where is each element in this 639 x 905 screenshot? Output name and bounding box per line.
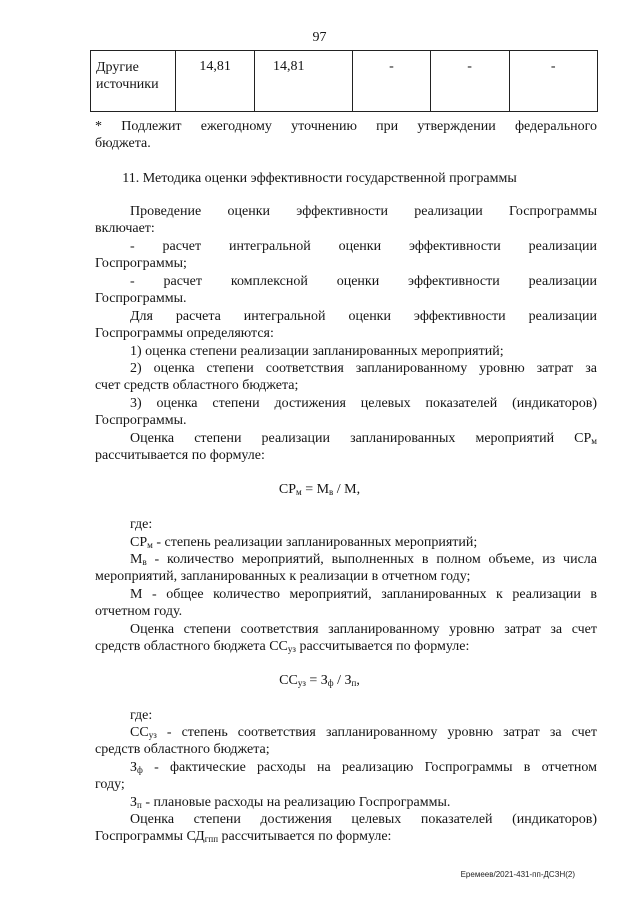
- definition-line: $З_п$ - плановые расходы на реализацию Госпрограммы.: [130, 795, 451, 810]
- list-item: 1) оценка степени реализации запланированных мероприятий;: [130, 344, 504, 359]
- definition-line: средств областного бюджета;: [95, 742, 270, 757]
- bullet-line: Госпрограммы;: [95, 256, 187, 271]
- paragraph-line: Оценка степени достижения целевых показателей (индикаторов): [130, 812, 597, 827]
- paragraph-line: Госпрограммы $СД_{гпп}$ рассчитывается по формуле:: [95, 829, 392, 844]
- definition-line: отчетном году.: [95, 604, 183, 619]
- definition-line: $СР_м$ - степень реализации запланированных мероприятий;: [130, 535, 478, 550]
- definition-line: М - общее количество мероприятий, запланированных к реализации в: [130, 587, 597, 602]
- list-item: Госпрограммы.: [95, 413, 187, 428]
- table-cell: 14,81: [254, 51, 352, 112]
- paragraph-line: Проведение оценки эффективности реализации Госпрограммы: [130, 204, 597, 219]
- paragraph-line: Госпрограммы определяются:: [95, 326, 274, 341]
- where-label: где:: [130, 517, 153, 532]
- table-row: [91, 51, 598, 112]
- paragraph-line: Для расчета интегральной оценки эффективности реализации: [130, 309, 597, 324]
- footnote-line: * Подлежит ежегодному уточнению при утверждении федерального: [95, 119, 597, 134]
- list-item: 2) оценка степени соответствия запланированному уровню затрат за: [130, 361, 597, 376]
- definition-line: $М_в$ - количество мероприятий, выполненных в полном объеме, из числа: [130, 552, 597, 567]
- where-label: где:: [130, 708, 153, 723]
- list-item: счет средств областного бюджета;: [95, 378, 299, 393]
- definition-line: мероприятий, запланированных к реализации в отчетном году;: [95, 569, 471, 584]
- table-cell: 14,81: [176, 51, 255, 112]
- table-cell: -: [509, 51, 598, 112]
- list-item: 3) оценка степени достижения целевых показателей (индикаторов): [130, 396, 597, 411]
- bullet-line: - расчет интегральной оценки эффективности реализации: [130, 239, 597, 254]
- section-heading: 11. Методика оценки эффективности государственной программы: [122, 171, 517, 186]
- definition-line: $З_ф$ - фактические расходы на реализацию Госпрограммы в отчетном: [130, 760, 597, 775]
- definition-line: году;: [95, 777, 125, 792]
- formula-ccuz: $СС_{уз} = З_ф / З_п$,: [279, 673, 360, 688]
- document-footer-code: Еремеев/2021-431-пп-ДСЗН(2): [460, 870, 575, 879]
- footnote-line: бюджета.: [95, 136, 151, 151]
- formula-cpm: $СР_м = М_в / М$,: [278, 482, 361, 497]
- budget-table: [90, 50, 598, 112]
- paragraph-line: Оценка степени соответствия запланированному уровню затрат за счет: [130, 622, 597, 637]
- table-cell: -: [353, 51, 431, 112]
- paragraph-line: средств областного бюджета $СС_{уз}$ рассчитывается по формуле:: [95, 639, 470, 654]
- page-number: 97: [312, 30, 327, 45]
- paragraph-line: Оценка степени реализации запланированных мероприятий $СР_м$: [130, 431, 597, 446]
- bullet-line: - расчет комплексной оценки эффективности реализации: [130, 274, 597, 289]
- paragraph-line: включает:: [95, 221, 155, 236]
- bullet-line: Госпрограммы.: [95, 291, 187, 306]
- table-cell: -: [430, 51, 509, 112]
- definition-line: $СС_{уз}$ - степень соответствия запланированному уровню затрат за счет: [130, 725, 597, 740]
- paragraph-line: рассчитывается по формуле:: [95, 448, 265, 463]
- table-cell-source: Другие источники: [91, 51, 176, 112]
